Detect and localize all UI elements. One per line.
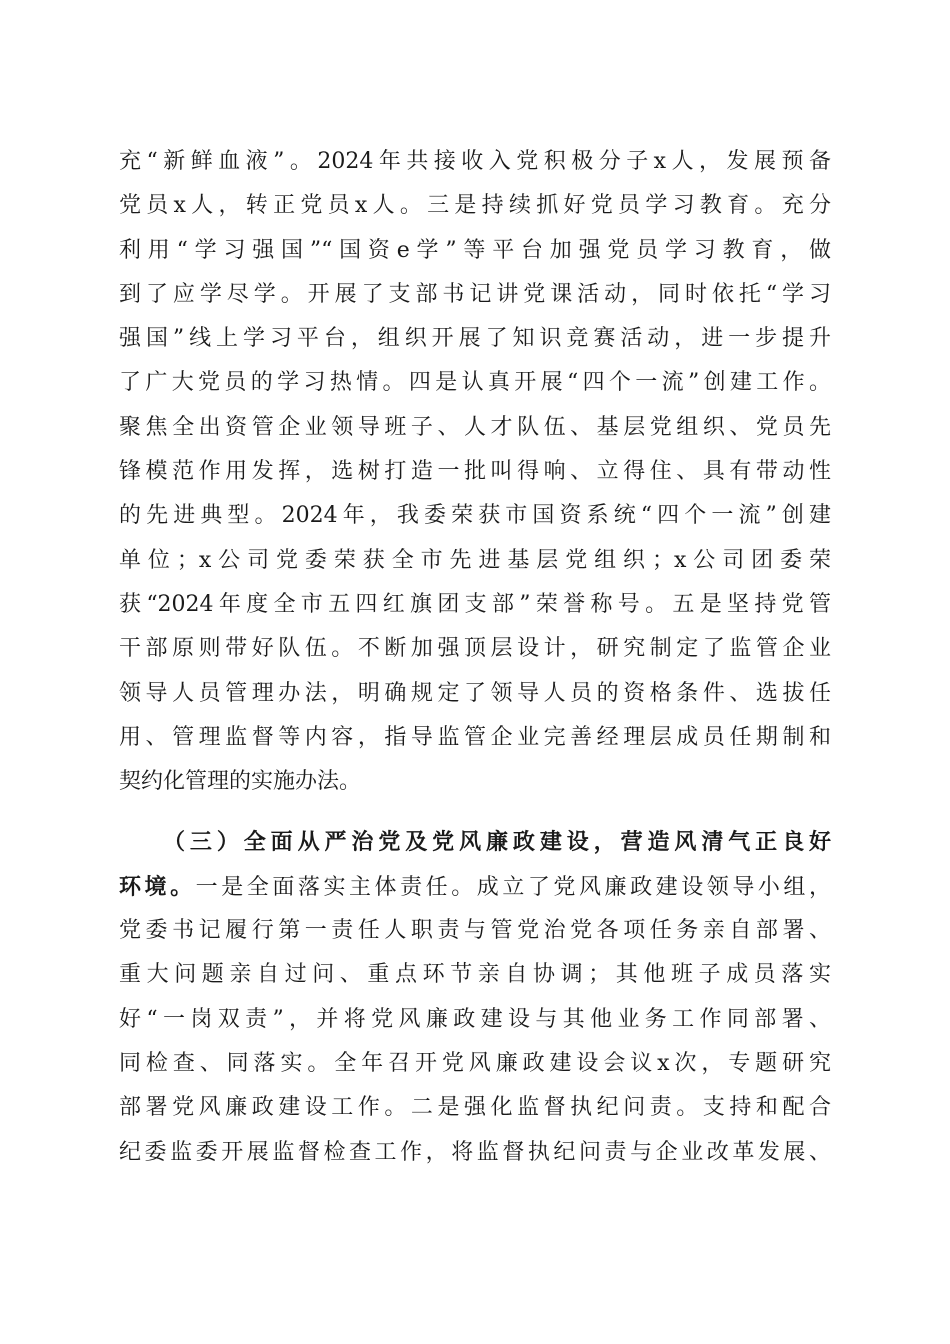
text-line: 聚焦全出资管企业领导班子、人才队伍、基层党组织、党员先 [119,414,831,440]
text-line: 的先进典型。2024年，我委荣获市国资系统“四个一流”创建 [119,503,831,529]
text-line: 获“2024年度全市五四红旗团支部”荣誉称号。五是坚持党管 [119,591,831,617]
text-line: 充“新鲜血液”。2024年共接收入党积极分子x人，发展预备 [119,149,831,174]
text-line: 纪委监委开展监督检查工作，将监督执纪问责与企业改革发展、 [119,1139,831,1165]
text-line: 锋模范作用发挥，选树打造一批叫得响、立得住、具有带动性 [119,459,831,485]
text-line: 党委书记履行第一责任人职责与管党治党各项任务亲自部署、 [119,918,831,944]
text-line: 用、管理监督等内容，指导监管企业完善经理层成员任期制和 [119,724,831,750]
text-line: 利用“学习强国”“国资e学”等平台加强党员学习教育，做 [119,237,831,263]
paragraph-party-building [119,140,831,804]
paragraph-party-discipline [119,820,831,1174]
text-line: 党员x人，转正党员x人。三是持续抓好党员学习教育。充分 [119,193,831,219]
text-line: 同检查、同落实。全年召开党风廉政建设会议x次，专题研究 [119,1050,831,1076]
text-line [119,865,831,909]
paragraph-gap [119,804,831,820]
text-line: 干部原则带好队伍。不断加强顶层设计，研究制定了监管企业 [119,636,831,662]
text-line: 部署党风廉政建设工作。二是强化监督执纪问责。支持和配合 [119,1095,831,1121]
text-line: 好“一岗双责”，并将党风廉政建设与其他业务工作同部署、 [119,1006,831,1032]
document-body [119,140,831,1175]
section-heading: （三）全面从严治党及党风廉政建设，营造风清气正良好 [163,829,831,856]
text-line: 了广大党员的学习热情。四是认真开展“四个一流”创建工作。 [119,370,831,396]
text-span: 一是全面落实主体责任。成立了党风廉政建设领导小组， [195,874,831,900]
section-heading-end: 环境。 [119,873,196,900]
text-line: 重大问题亲自过问、重点环节亲自协调；其他班子成员落实 [119,962,831,988]
text-line: 领导人员管理办法，明确规定了领导人员的资格条件、选拔任 [119,680,831,706]
text-line: 契约化管理的实施办法。 [119,769,362,795]
text-line: 单位；x公司党委荣获全市先进基层党组织；x公司团委荣 [119,547,831,573]
text-line: 到了应学尽学。开展了支部书记讲党课活动，同时依托“学习 [119,281,831,307]
text-line: 强国”线上学习平台，组织开展了知识竞赛活动，进一步提升 [119,326,831,352]
